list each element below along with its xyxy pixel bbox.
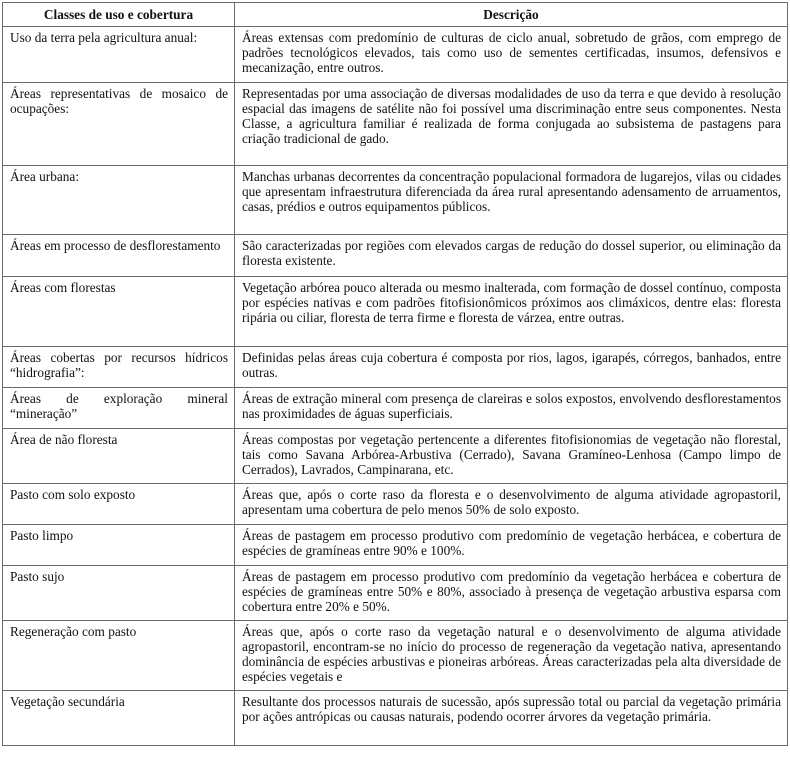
table-row <box>3 235 788 277</box>
table-row <box>3 277 788 347</box>
table-row <box>3 691 788 746</box>
class-cell: Áreas em processo de desflorestamento <box>3 235 235 277</box>
class-cell: Uso da terra pela agricultura anual: <box>3 27 235 83</box>
class-cell: Área urbana: <box>3 166 235 235</box>
description-cell: Áreas que, após o corte raso da floresta e o desenvolvimento de alguma atividade agropastoril, apresentam uma cobertura de pelo menos 50% de solo exposto. <box>235 484 788 525</box>
description-cell: Resultante dos processos naturais de sucessão, após supressão total ou parcial da vegetação primária por ações antrópicas ou causas naturais, podendo ocorrer árvores da vegetação primária. <box>235 691 788 746</box>
table-row <box>3 429 788 484</box>
class-cell: Regeneração com pasto <box>3 621 235 691</box>
class-cell: Pasto sujo <box>3 566 235 621</box>
description-cell: Áreas compostas por vegetação pertencente a diferentes fitofisionomias de vegetação não florestal, tais como Savana Arbórea-Arbustiva (Cerrado), Savana Gramíneo-Lenhosa (Campo limpo de Cerrados), Lavrados, Campinarana, etc. <box>235 429 788 484</box>
description-cell: Áreas de pastagem em processo produtivo com predomínio da vegetação herbácea e cobertura de espécies de gramíneas entre 50% e 80%, associado à presença de vegetação arbustiva esparsa com cobertura entre 20% e 50%. <box>235 566 788 621</box>
class-cell: Áreas representativas de mosaico de ocupações: <box>3 83 235 166</box>
table-row <box>3 525 788 566</box>
table-row <box>3 566 788 621</box>
description-cell: Áreas extensas com predomínio de culturas de ciclo anual, sobretudo de grãos, com emprego de padrões tecnológicos elevados, tais como uso de sementes certificadas, insumos, defensivos e mecanização, entre outros. <box>235 27 788 83</box>
class-cell: Áreas de exploração mineral “mineração” <box>3 388 235 429</box>
class-cell: Área de não floresta <box>3 429 235 484</box>
table-row <box>3 484 788 525</box>
description-cell: Definidas pelas áreas cuja cobertura é composta por rios, lagos, igarapés, córregos, banhados, entre outras. <box>235 347 788 388</box>
description-cell: Manchas urbanas decorrentes da concentração populacional formadora de lugarejos, vilas ou cidades que apresentam infraestrutura diferenciada da área rural apresentando adensamento de arruamentos, casas, prédios e outros equipamentos públicos. <box>235 166 788 235</box>
table-row <box>3 27 788 83</box>
class-cell: Áreas com florestas <box>3 277 235 347</box>
description-cell: Representadas por uma associação de diversas modalidades de uso da terra e que devido à resolução espacial das imagens de satélite não foi possível uma discriminação entre seus componentes. Nesta Classe, a agricultura familiar é realizada de forma conjugada ao subsistema de pastagens para criação tradicional de gado. <box>235 83 788 166</box>
table-row <box>3 83 788 166</box>
table-row <box>3 621 788 691</box>
header-descricao: Descrição <box>235 3 788 27</box>
class-cell: Pasto com solo exposto <box>3 484 235 525</box>
land-use-classes-table <box>2 2 788 746</box>
table-row <box>3 347 788 388</box>
description-cell: São caracterizadas por regiões com elevados cargas de redução do dossel superior, ou eliminação da floresta existente. <box>235 235 788 277</box>
description-cell: Áreas que, após o corte raso da vegetação natural e o desenvolvimento de alguma atividade agropastoril, encontram-se no início do processo de regeneração da vegetação nativa, apresentando dominância de espécies arbustivas e pioneiras arbóreas. Áreas caracterizadas pela alta diversidade de espécies vegetais e <box>235 621 788 691</box>
table-row <box>3 166 788 235</box>
table-row <box>3 388 788 429</box>
description-cell: Vegetação arbórea pouco alterada ou mesmo inalterada, com formação de dossel contínuo, composta por espécies nativas e com padrões fitofisionômicos próximos aos climáxicos, dentre elas: floresta ripária ou ciliar, floresta de terra firme e floresta de várzea, entre outras. <box>235 277 788 347</box>
description-cell: Áreas de pastagem em processo produtivo com predomínio de vegetação herbácea, e cobertura de espécies de gramíneas entre 90% e 100%. <box>235 525 788 566</box>
header-classes: Classes de uso e cobertura <box>3 3 235 27</box>
class-cell: Pasto limpo <box>3 525 235 566</box>
class-cell: Áreas cobertas por recursos hídricos “hidrografia”: <box>3 347 235 388</box>
description-cell: Áreas de extração mineral com presença de clareiras e solos expostos, envolvendo desflorestamentos nas proximidades de águas superficiais. <box>235 388 788 429</box>
class-cell: Vegetação secundária <box>3 691 235 746</box>
header-row <box>3 3 788 27</box>
